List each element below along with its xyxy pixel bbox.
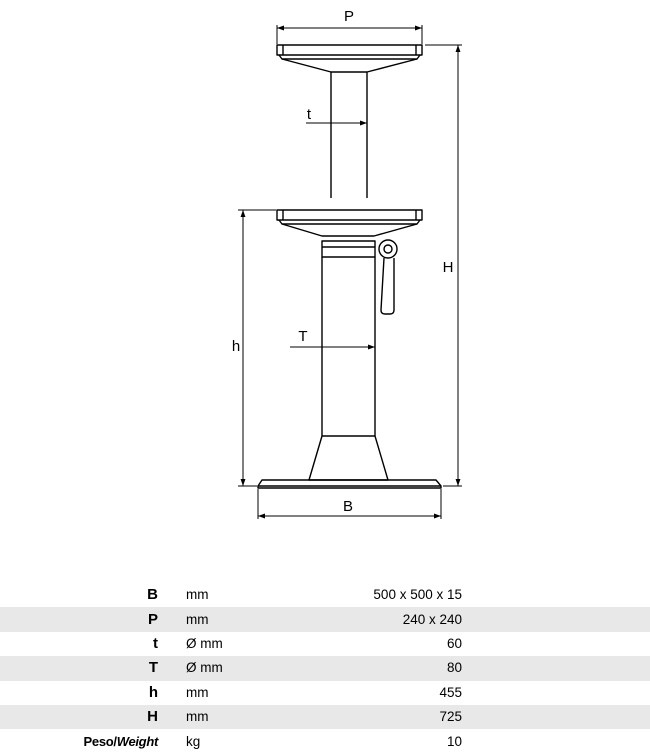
specification-table	[0, 583, 650, 754]
spec-value: 60	[446, 635, 462, 651]
spec-symbol: B	[147, 586, 158, 604]
label-T: T	[298, 328, 308, 345]
label-P: P	[343, 8, 355, 25]
top-plate-retracted	[277, 210, 422, 236]
spec-unit: Ø mm	[186, 635, 223, 651]
spec-value: 240 x 240	[366, 607, 462, 631]
spec-row-P	[0, 607, 650, 631]
spec-symbol: t	[153, 634, 158, 652]
label-H: H	[442, 259, 454, 276]
spec-unit: kg	[186, 733, 201, 749]
weight-label-suffix: Weight	[116, 733, 158, 749]
label-t: t	[306, 106, 312, 123]
top-plate-extended	[277, 45, 422, 72]
tube-base-flare	[309, 436, 388, 480]
spec-unit: Ø mm	[158, 656, 366, 680]
weight-label-prefix: Peso/	[83, 733, 117, 749]
spec-unit: mm	[158, 607, 366, 631]
dimension-h	[238, 210, 276, 486]
dimension-P	[277, 25, 422, 44]
spec-row-T	[0, 656, 650, 680]
locking-lever	[379, 240, 397, 314]
locking-collar	[322, 241, 375, 257]
spec-row-t	[0, 632, 650, 656]
inner-tube-extended	[331, 72, 367, 198]
spec-value: 455	[439, 684, 462, 700]
spec-value: 80	[366, 656, 462, 680]
spec-value: 500 x 500 x 15	[373, 587, 462, 603]
spec-row-H	[0, 705, 650, 729]
spec-row-h	[0, 681, 650, 705]
spec-row-weight	[0, 729, 650, 753]
spec-symbol: P	[0, 607, 158, 631]
spec-symbol	[0, 729, 158, 753]
spec-value: 10	[446, 733, 462, 749]
spec-symbol: T	[0, 656, 158, 680]
spec-unit: mm	[158, 705, 366, 729]
base-plate	[258, 480, 441, 488]
spec-symbol: H	[0, 705, 158, 729]
spec-row-B	[0, 583, 650, 607]
spec-unit: mm	[186, 684, 209, 700]
spec-unit: mm	[186, 587, 209, 603]
label-B: B	[342, 498, 354, 515]
label-h: h	[231, 338, 241, 355]
spec-value: 725	[366, 705, 462, 729]
spec-symbol: h	[148, 683, 158, 701]
